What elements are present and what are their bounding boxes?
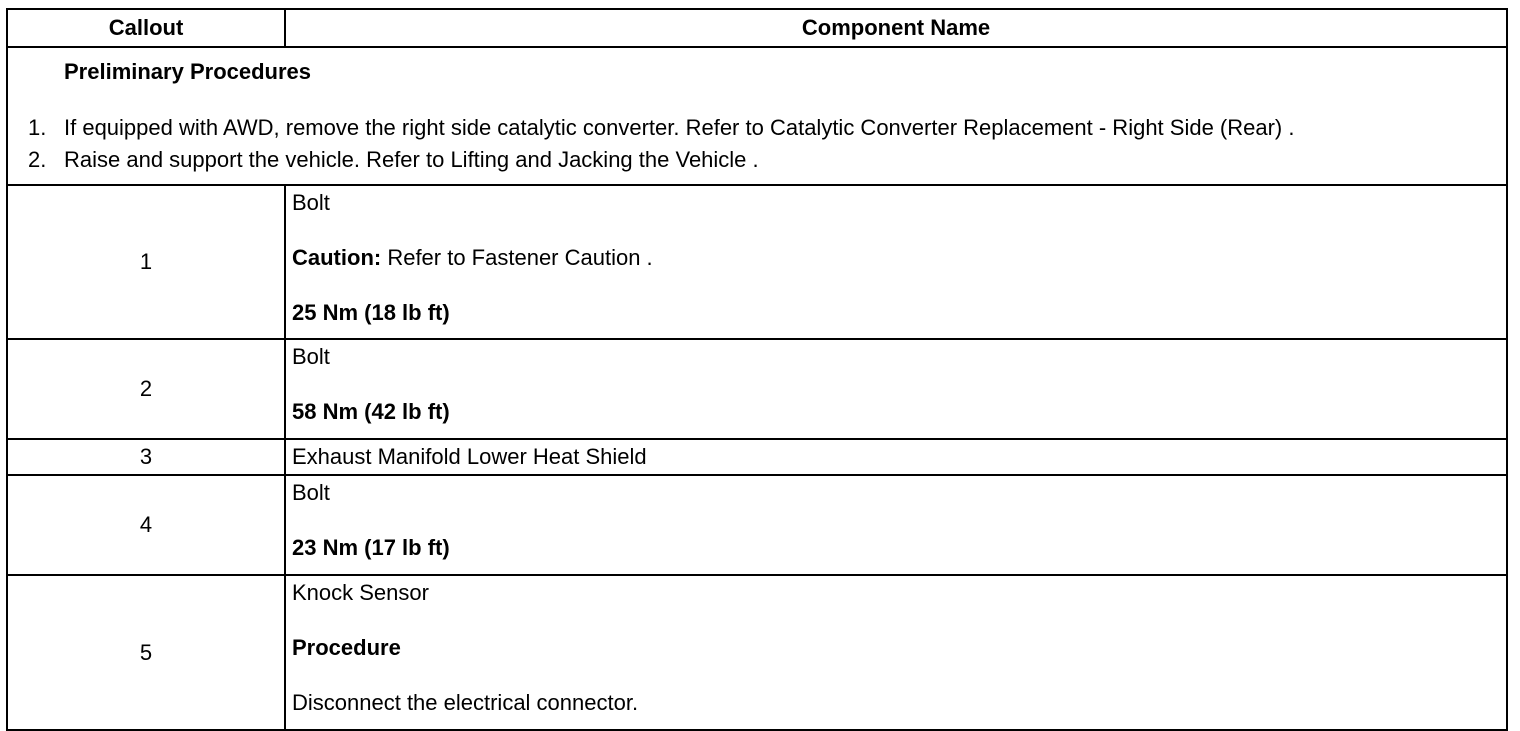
callout-cell: 1 [7,185,285,339]
component-cell [285,185,1507,339]
callout-cell: 4 [7,475,285,575]
component-name: Bolt [292,480,330,505]
callout-column-header: Callout [7,9,285,47]
table-row [7,439,1507,475]
caution-label: Caution: [292,245,382,270]
table-row [7,475,1507,575]
callout-cell: 3 [7,439,285,475]
step-text: If equipped with AWD, remove the right side catalytic converter. Refer to Catalytic Converter Replacement - Right Side (Rear) . [64,115,1295,140]
component-cell [285,575,1507,730]
procedure-text: Disconnect the electrical connector. [292,690,639,715]
component-cell [285,439,1507,475]
step-number: 1. [28,115,47,140]
header-row [7,9,1507,47]
table-row [7,575,1507,730]
table-row [7,339,1507,439]
step-text: Raise and support the vehicle. Refer to Lifting and Jacking the Vehicle . [64,147,759,172]
callout-cell: 5 [7,575,285,730]
component-cell [285,475,1507,575]
torque-spec: 25 Nm (18 lb ft) [292,300,450,325]
preliminary-row [7,47,1507,185]
torque-spec: 58 Nm (42 lb ft) [292,399,450,424]
preliminary-steps [8,112,1506,176]
component-name-column-header: Component Name [285,9,1507,47]
component-name: Bolt [292,190,330,215]
torque-spec: 23 Nm (17 lb ft) [292,535,450,560]
component-name: Knock Sensor [292,580,429,605]
component-cell [285,339,1507,439]
step-number: 2. [28,147,47,172]
preliminary-cell [7,47,1507,185]
component-name: Bolt [292,344,330,369]
procedure-label: Procedure [292,635,401,660]
table-row [7,185,1507,339]
caution-note [292,245,1500,271]
caution-text: Refer to Fastener Caution . [381,245,653,270]
preliminary-step [8,144,1506,176]
callout-cell: 2 [7,339,285,439]
preliminary-title: Preliminary Procedures [64,59,312,84]
component-table [6,8,1508,731]
preliminary-step [8,112,1506,144]
component-name: Exhaust Manifold Lower Heat Shield [292,444,647,469]
